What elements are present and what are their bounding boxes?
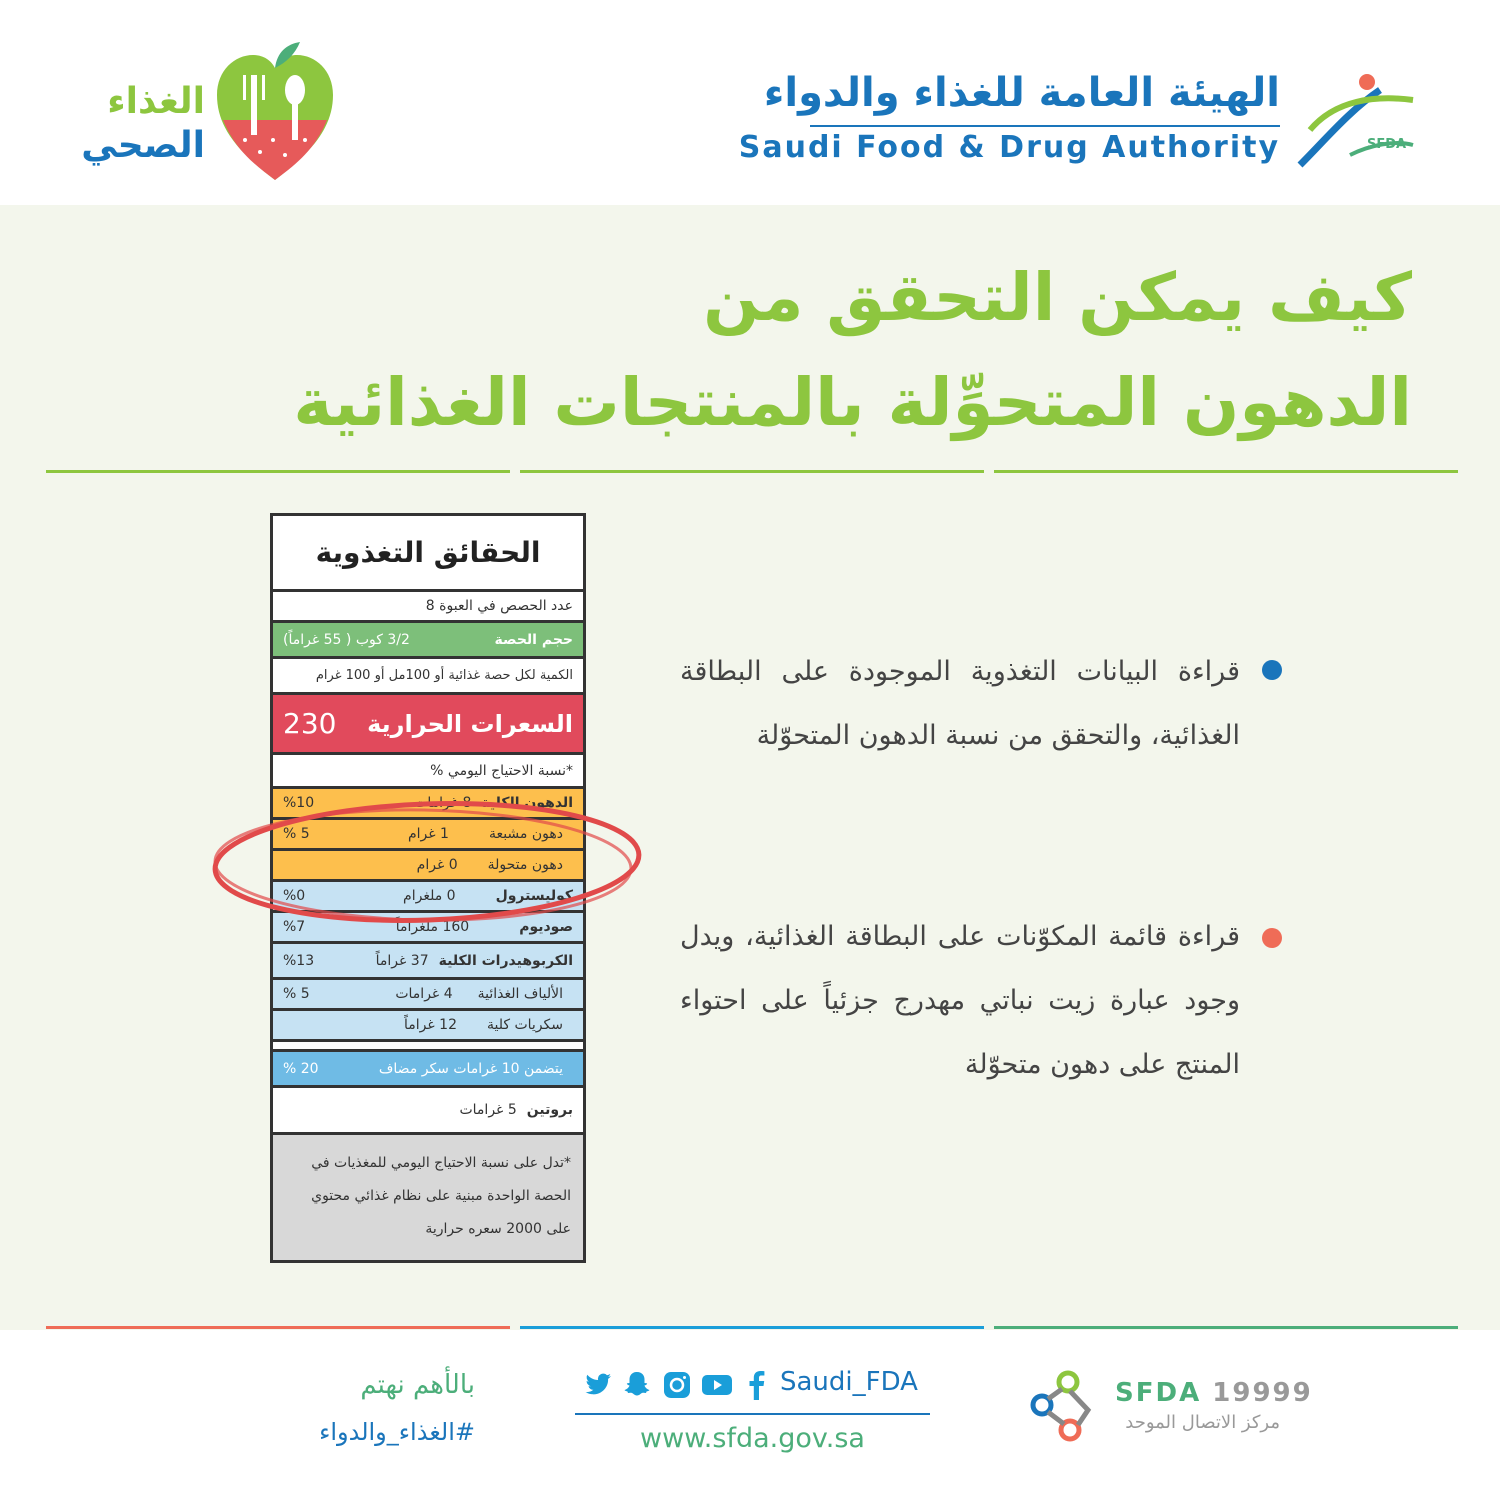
sfda-mark-text: SFDA xyxy=(1367,137,1407,152)
healthy-food-line2: الصحي xyxy=(81,125,205,166)
content-panel xyxy=(0,205,1500,1330)
protein-name: بروتين xyxy=(526,1102,573,1118)
amount-per-row xyxy=(273,659,583,695)
snapchat-icon[interactable] xyxy=(620,1368,654,1402)
nutrient-name: الألياف الغذائية xyxy=(477,986,563,1002)
nutrient-row-total-fat xyxy=(273,789,583,820)
facebook-icon[interactable] xyxy=(740,1368,774,1402)
nutrient-row-saturated-fat xyxy=(273,820,583,851)
nutrient-amount: 4 غرامات xyxy=(395,986,453,1002)
servings-per-pack-row xyxy=(273,592,583,623)
nutrient-row-dietary-fiber xyxy=(273,980,583,1011)
serving-size-name: حجم الحصة xyxy=(494,631,573,648)
sfda-brand xyxy=(738,70,1430,180)
social-block xyxy=(575,1365,930,1460)
title-line1: كيف يمكن التحقق من xyxy=(703,259,1412,336)
added-sugar-row xyxy=(273,1052,583,1088)
nutrient-row-sodium xyxy=(273,913,583,944)
website-link[interactable]: www.sfda.gov.sa xyxy=(640,1423,865,1454)
nutrient-pct: %0 xyxy=(283,888,306,904)
nutrient-name: دهون مشبعة xyxy=(488,826,563,842)
healthy-food-line1: الغذاء xyxy=(107,81,205,122)
nutrient-name: دهون متحولة xyxy=(487,857,563,873)
bullet-dot-blue xyxy=(1262,660,1282,680)
nutrient-pct: % 5 xyxy=(283,826,310,842)
nutrient-row-total-carbs xyxy=(273,944,583,980)
footer-divider-segment xyxy=(994,1326,1458,1329)
nutrient-amount: 37 غراماً xyxy=(375,952,429,969)
title-divider-segment xyxy=(994,470,1458,473)
serving-size-row xyxy=(273,623,583,659)
calories-value: 230 xyxy=(283,707,337,740)
protein-row xyxy=(273,1088,583,1135)
title-line2: الدهون المتحوِّلة بالمنتجات الغذائية xyxy=(293,364,1412,441)
nutrition-facts-label xyxy=(270,513,586,1263)
page-title xyxy=(112,245,1412,455)
nutrient-name: الكربوهيدرات الكلية xyxy=(438,952,573,969)
nutrient-amount: 8 غرامات xyxy=(414,795,472,811)
calories-name: السعرات الحرارية xyxy=(367,709,573,738)
call-center-number[interactable] xyxy=(1115,1378,1313,1408)
nutrient-row-total-sugars xyxy=(273,1011,583,1042)
sfda-arabic-name: الهيئة العامة للغذاء والدواء xyxy=(763,70,1280,116)
youtube-icon[interactable] xyxy=(700,1368,734,1402)
social-divider xyxy=(575,1413,930,1415)
call-center-name: مركز الاتصال الموحد xyxy=(1125,1412,1280,1433)
nutrient-pct: % 5 xyxy=(283,986,310,1002)
social-icons xyxy=(580,1365,774,1405)
heart-fork-spoon-icon xyxy=(215,40,335,185)
amount-per-text: الكمية لكل حصة غذائية أو 100مل أو 100 غرام xyxy=(315,668,573,683)
serving-size-value: 3/2 كوب ( 55 غراماً) xyxy=(283,631,410,648)
twitter-icon[interactable] xyxy=(580,1368,614,1402)
call-center-logo-icon xyxy=(1030,1370,1100,1450)
protein-amount: 5 غرامات xyxy=(459,1102,517,1118)
nutrient-amount: 0 ملغرام xyxy=(403,888,456,904)
nutrient-amount: 1 غرام xyxy=(407,826,449,842)
nutrient-row-trans-fat xyxy=(273,851,583,882)
slogan: بالأهم نهتم xyxy=(360,1370,475,1400)
nutrient-amount: 160 ملغراماً xyxy=(395,919,470,935)
instagram-icon[interactable] xyxy=(660,1368,694,1402)
nutrient-name: كوليسترول xyxy=(495,888,573,904)
nutrient-name: سكريات كلية xyxy=(486,1017,563,1033)
label-spacer xyxy=(273,1042,583,1052)
daily-value-header-row xyxy=(273,755,583,789)
nutrient-row-cholesterol xyxy=(273,882,583,913)
servings-per-pack: عدد الحصص في العبوة 8 xyxy=(425,598,573,614)
footnote: *تدل على نسبة الاحتياج اليومي للمغذيات في الحصة الواحدة مبنية على نظام غذائي محتوي على 2000 سعره حرارية xyxy=(273,1135,583,1260)
nutrient-name: صوديوم xyxy=(519,919,573,935)
bullet-ingredients: قراءة قائمة المكوّنات على البطاقة الغذائية، ويدل وجود عبارة زيت نباتي مهدرج جزئياً على احتواء المنتج على دهون متحوّلة xyxy=(680,921,1240,1080)
nutrient-pct: %13 xyxy=(283,952,315,969)
header xyxy=(0,0,1500,205)
sfda-mark-icon xyxy=(1295,70,1420,170)
call-center-block xyxy=(1030,1370,1313,1460)
call-center-digits: 19999 xyxy=(1212,1378,1313,1408)
nutrient-amount: 12 غراماً xyxy=(404,1017,457,1033)
nutrition-label-title: الحقائق التغذوية xyxy=(273,516,583,592)
nutrient-amount: 0 غرام xyxy=(416,857,458,873)
bullet-nutrition-data: قراءة البيانات التغذوية الموجودة على البطاقة الغذائية، والتحقق من نسبة الدهون المتحوّلة xyxy=(680,656,1240,751)
daily-value-header: *نسبة الاحتياج اليومي % xyxy=(430,762,573,779)
title-divider xyxy=(46,470,1458,473)
calories-row xyxy=(273,695,583,755)
nutrient-pct: %7 xyxy=(283,919,306,935)
sfda-underline xyxy=(810,125,1280,127)
nutrient-name: الدهون الكلية xyxy=(481,795,573,811)
nutrient-pct: %10 xyxy=(283,795,315,811)
healthy-food-text xyxy=(80,80,205,168)
added-sugar-pct: % 20 xyxy=(283,1060,319,1077)
footer-divider-segment xyxy=(46,1326,510,1329)
title-divider-segment xyxy=(46,470,510,473)
footer-divider xyxy=(46,1326,1458,1329)
title-divider-segment xyxy=(520,470,984,473)
social-handle[interactable]: Saudi_FDA xyxy=(780,1367,918,1397)
slogan-block xyxy=(200,1370,475,1446)
sfda-english-name: Saudi Food & Drug Authority xyxy=(738,130,1280,165)
call-center-brand: SFDA xyxy=(1115,1378,1202,1408)
hashtag[interactable]: #الغذاء_والدواء xyxy=(319,1418,475,1446)
bullet-dot-coral xyxy=(1262,928,1282,948)
footer-divider-segment xyxy=(520,1326,984,1329)
added-sugar-text: يتضمن 10 غرامات سكر مضاف xyxy=(378,1060,563,1077)
healthy-food-logo xyxy=(80,40,340,190)
